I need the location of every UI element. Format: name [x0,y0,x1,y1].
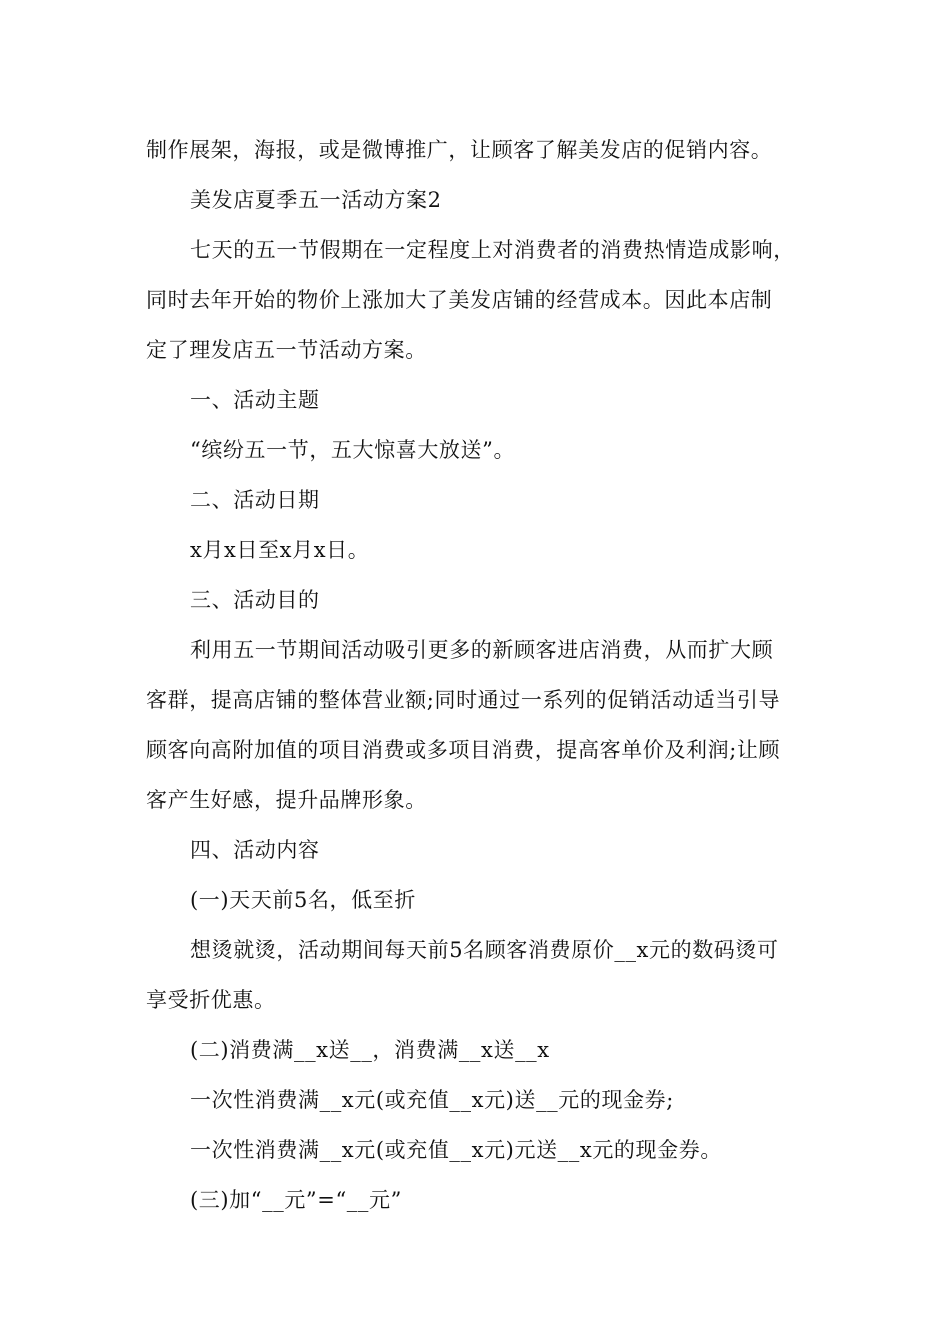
paragraph-line-1: 制作展架，海报，或是微博推广，让顾客了解美发店的促销内容。 [146,138,773,162]
paragraph-line-11: 利用五一节期间活动吸引更多的新顾客进店消费，从而扩大顾 [190,638,774,662]
section-title-plan-2: 美发店夏季五一活动方案2 [190,188,442,212]
heading-activity-content: 四、活动内容 [190,838,320,862]
heading-activity-theme: 一、活动主题 [190,388,320,412]
paragraph-line-13: 顾客向高附加值的项目消费或多项目消费，提高客单价及利润;让顾 [146,738,781,762]
subheading-item-1: (一)天天前5名，低至折 [190,888,416,912]
paragraph-line-9: x月x日至x月x日。 [190,538,370,562]
paragraph-line-17: 想烫就烫，活动期间每天前5名顾客消费原价__x元的数码烫可 [190,938,779,962]
paragraph-line-20: 一次性消费满__x元(或充值__x元)送__元的现金券; [190,1088,674,1112]
subheading-item-2: (二)消费满__x送__，消费满__x送__x [190,1038,550,1062]
paragraph-line-21: 一次性消费满__x元(或充值__x元)元送__x元的现金券。 [190,1138,722,1162]
subheading-item-3: (三)加“__元”=“__元” [190,1188,402,1212]
paragraph-line-4: 同时去年开始的物价上涨加大了美发店铺的经营成本。因此本店制 [146,288,773,312]
paragraph-line-12: 客群，提高店铺的整体营业额;同时通过一系列的促销活动适当引导 [146,688,781,712]
paragraph-line-7: “缤纷五一节，五大惊喜大放送”。 [190,438,516,462]
heading-activity-date: 二、活动日期 [190,488,320,512]
paragraph-line-3: 七天的五一节假期在一定程度上对消费者的消费热情造成影响， [190,238,795,262]
paragraph-line-5: 定了理发店五一节活动方案。 [146,338,427,362]
paragraph-line-18: 享受折优惠。 [146,988,276,1012]
heading-activity-purpose: 三、活动目的 [190,588,320,612]
paragraph-line-14: 客产生好感，提升品牌形象。 [146,788,427,812]
